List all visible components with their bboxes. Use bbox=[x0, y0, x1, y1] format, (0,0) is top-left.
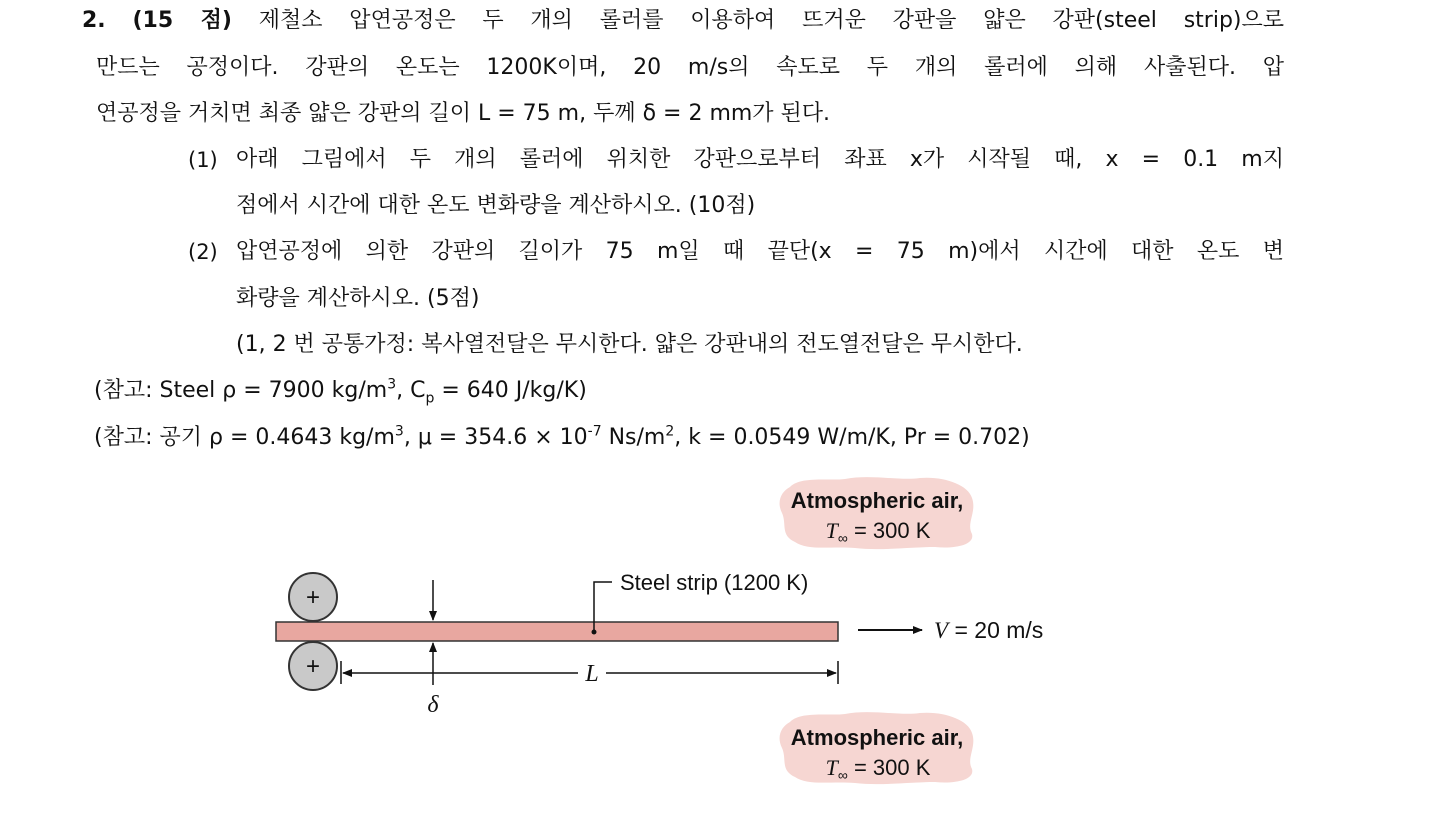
velocity-label: V = 20 m/s bbox=[934, 617, 1044, 643]
problem-number: 2. bbox=[82, 8, 106, 33]
length-label: L bbox=[585, 661, 599, 687]
subquestion-1-line-1: 아래 그림에서 두 개의 롤러에 위치한 강판으로부터 좌표 x가 시작될 때, x = 0.1 m지 bbox=[236, 147, 1284, 172]
problem-text-1: 제철소 압연공정은 두 개의 롤러를 이용하여 뜨거운 강판을 얇은 강판(steel strip)으로 bbox=[258, 8, 1285, 33]
reference-air: (참고: 공기 ρ = 0.4643 $kg/m^3$, $\mu = 354.6 \times 10^{-7}$ $Ns/m^2$, k = 0.0549 W/m/K, Pr = 0.702) bbox=[94, 423, 1030, 450]
assumption: (1, 2 번 공통가정: 복사열전달은 무시한다. 얇은 강판내의 전도열전달은 무시한다. bbox=[236, 332, 1023, 357]
air-label-bottom-line-2: $T_\infty = 300$ K bbox=[825, 755, 931, 783]
strip-label-dot bbox=[592, 630, 597, 635]
steel-strip bbox=[276, 622, 838, 641]
air-label-top-line-1: Atmospheric air, bbox=[790, 488, 964, 513]
subquestion-1-line-2: 점에서 시간에 대한 온도 변화량을 계산하시오. (10점) bbox=[236, 193, 756, 218]
subquestion-2-number: (2) bbox=[188, 240, 218, 264]
roller-top-symbol: + bbox=[305, 584, 321, 611]
subquestion-2-line-1: 압연공정에 의한 강판의 길이가 75 m일 때 끝단(x = 75 m)에서 시간에 대한 온도 변 bbox=[236, 239, 1284, 264]
roller-bottom-symbol: + bbox=[305, 653, 321, 680]
air-label-top-line-2: $T_\infty = 300$ K bbox=[825, 518, 931, 546]
strip-label: Steel strip (1200 K) bbox=[620, 570, 809, 595]
problem-line-2: 만드는 공정이다. 강판의 온도는 1200K이며, 20 m/s의 속도로 두 개의 롤러에 의해 사출된다. 압 bbox=[96, 55, 1284, 80]
air-label-bottom-line-1: Atmospheric air, bbox=[790, 725, 964, 750]
subquestion-2-line-2: 화량을 계산하시오. (5점) bbox=[236, 286, 480, 311]
reference-steel: (참고: Steel ρ = 7900 $kg/m^3$, $C_p = 640$ J/kg/K) bbox=[94, 376, 587, 407]
problem-points: (15 점) bbox=[132, 8, 232, 33]
problem-line-3: 연공정을 거치면 최종 얇은 강판의 길이 L = 75 m, 두께 δ = 2 mm가 된다. bbox=[96, 101, 831, 126]
subquestion-1-number: (1) bbox=[188, 148, 218, 172]
thickness-label: δ bbox=[427, 692, 439, 718]
